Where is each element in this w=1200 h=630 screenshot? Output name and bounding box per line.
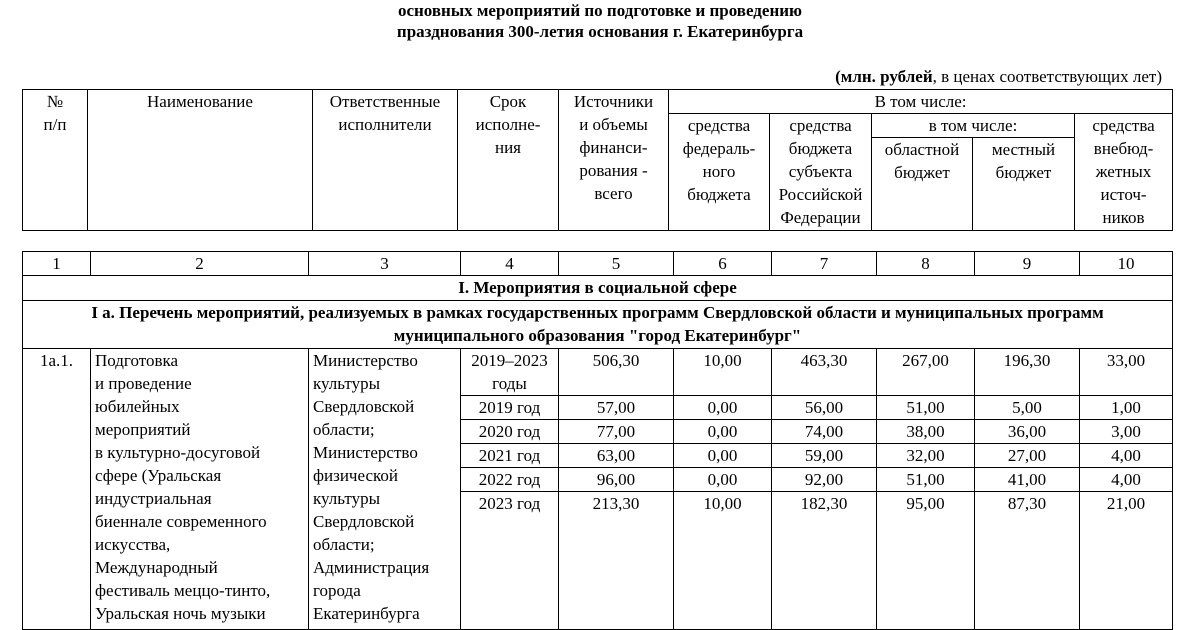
value-local: 36,00 — [975, 420, 1080, 444]
col-number: 1 — [23, 252, 91, 276]
units-note — [835, 66, 1162, 87]
value-local: 41,00 — [975, 468, 1080, 492]
period: 2019–2023 годы — [461, 349, 559, 396]
header-term: Срок исполне- ния — [458, 90, 559, 231]
value-extrabudget: 3,00 — [1080, 420, 1173, 444]
body-table — [22, 251, 1173, 630]
value-regional: 38,00 — [877, 420, 975, 444]
value-extrabudget: 21,00 — [1080, 492, 1173, 630]
value-extrabudget: 4,00 — [1080, 468, 1173, 492]
value-total: 57,00 — [559, 396, 674, 420]
header-local: местный бюджет — [973, 138, 1075, 231]
value-federal: 0,00 — [674, 468, 772, 492]
header-including-2: в том числе: — [872, 114, 1075, 138]
value-extrabudget: 1,00 — [1080, 396, 1173, 420]
value-subject: 74,00 — [772, 420, 877, 444]
doc-title-line-1: основных мероприятий по подготовке и проведению — [397, 1, 803, 20]
value-local: 5,00 — [975, 396, 1080, 420]
value-extrabudget: 33,00 — [1080, 349, 1173, 396]
units-note-rest: , в ценах соответствующих лет) — [932, 67, 1162, 86]
header-regional: областной бюджет — [872, 138, 973, 231]
col-number: 2 — [91, 252, 309, 276]
period: 2019 год — [461, 396, 559, 420]
period: 2021 год — [461, 444, 559, 468]
measure-name: Подготовка и проведение юбилейных мероприятий в культурно-досуговой сфере (Уральская индустриальная биеннале современного искусства, Международный фестиваль меццо-тинто, Уральская ночь музыки — [91, 349, 309, 630]
value-federal: 10,00 — [674, 492, 772, 630]
col-number: 6 — [674, 252, 772, 276]
section-title: I. Мероприятия в социальной сфере — [23, 276, 1173, 301]
col-number: 5 — [559, 252, 674, 276]
header-including: В том числе: — [669, 90, 1173, 114]
col-number: 7 — [772, 252, 877, 276]
responsible-executors: Министерство культуры Свердловской области; Министерство физической культуры Свердловской области; Администрация города Екатеринбурга — [309, 349, 461, 630]
value-local: 27,00 — [975, 444, 1080, 468]
header-table — [22, 89, 1173, 231]
col-number: 3 — [309, 252, 461, 276]
header-subject: средства бюджета субъекта Российской Федерации — [770, 114, 872, 231]
col-number: 4 — [461, 252, 559, 276]
header-num: № п/п — [23, 90, 88, 231]
value-subject: 59,00 — [772, 444, 877, 468]
header-name: Наименование — [88, 90, 313, 231]
col-number: 9 — [975, 252, 1080, 276]
period: 2022 год — [461, 468, 559, 492]
doc-title-line-2: празднования 300-летия основания г. Екатеринбурга — [396, 22, 804, 41]
value-regional: 51,00 — [877, 468, 975, 492]
value-regional: 32,00 — [877, 444, 975, 468]
column-number-row — [23, 252, 1173, 276]
period: 2020 год — [461, 420, 559, 444]
value-federal: 0,00 — [674, 420, 772, 444]
value-regional: 51,00 — [877, 396, 975, 420]
header-responsible: Ответственные исполнители — [313, 90, 458, 231]
value-total: 96,00 — [559, 468, 674, 492]
value-extrabudget: 4,00 — [1080, 444, 1173, 468]
value-regional: 267,00 — [877, 349, 975, 396]
subsection-title: I а. Перечень мероприятий, реализуемых в рамках государственных программ Свердловской области и муниципальных программ муниципального образования "город Екатеринбург" — [23, 301, 1173, 349]
header-sources-total: Источники и объемы финанси- рования - всего — [559, 90, 669, 231]
value-subject: 56,00 — [772, 396, 877, 420]
col-number: 10 — [1080, 252, 1173, 276]
value-subject: 92,00 — [772, 468, 877, 492]
value-total: 213,30 — [559, 492, 674, 630]
value-local: 87,30 — [975, 492, 1080, 630]
value-local: 196,30 — [975, 349, 1080, 396]
value-total: 506,30 — [559, 349, 674, 396]
table-row — [23, 349, 1173, 396]
value-total: 77,00 — [559, 420, 674, 444]
value-federal: 10,00 — [674, 349, 772, 396]
header-federal: средства федераль- ного бюджета — [669, 114, 770, 231]
value-subject: 463,30 — [772, 349, 877, 396]
units-note-bold: (млн. рублей — [835, 67, 933, 86]
header-extrabudget: средства внебюд- жетных источ- ников — [1075, 114, 1173, 231]
value-regional: 95,00 — [877, 492, 975, 630]
value-subject: 182,30 — [772, 492, 877, 630]
period: 2023 год — [461, 492, 559, 630]
value-total: 63,00 — [559, 444, 674, 468]
row-number: 1а.1. — [23, 349, 91, 630]
value-federal: 0,00 — [674, 444, 772, 468]
value-federal: 0,00 — [674, 396, 772, 420]
col-number: 8 — [877, 252, 975, 276]
